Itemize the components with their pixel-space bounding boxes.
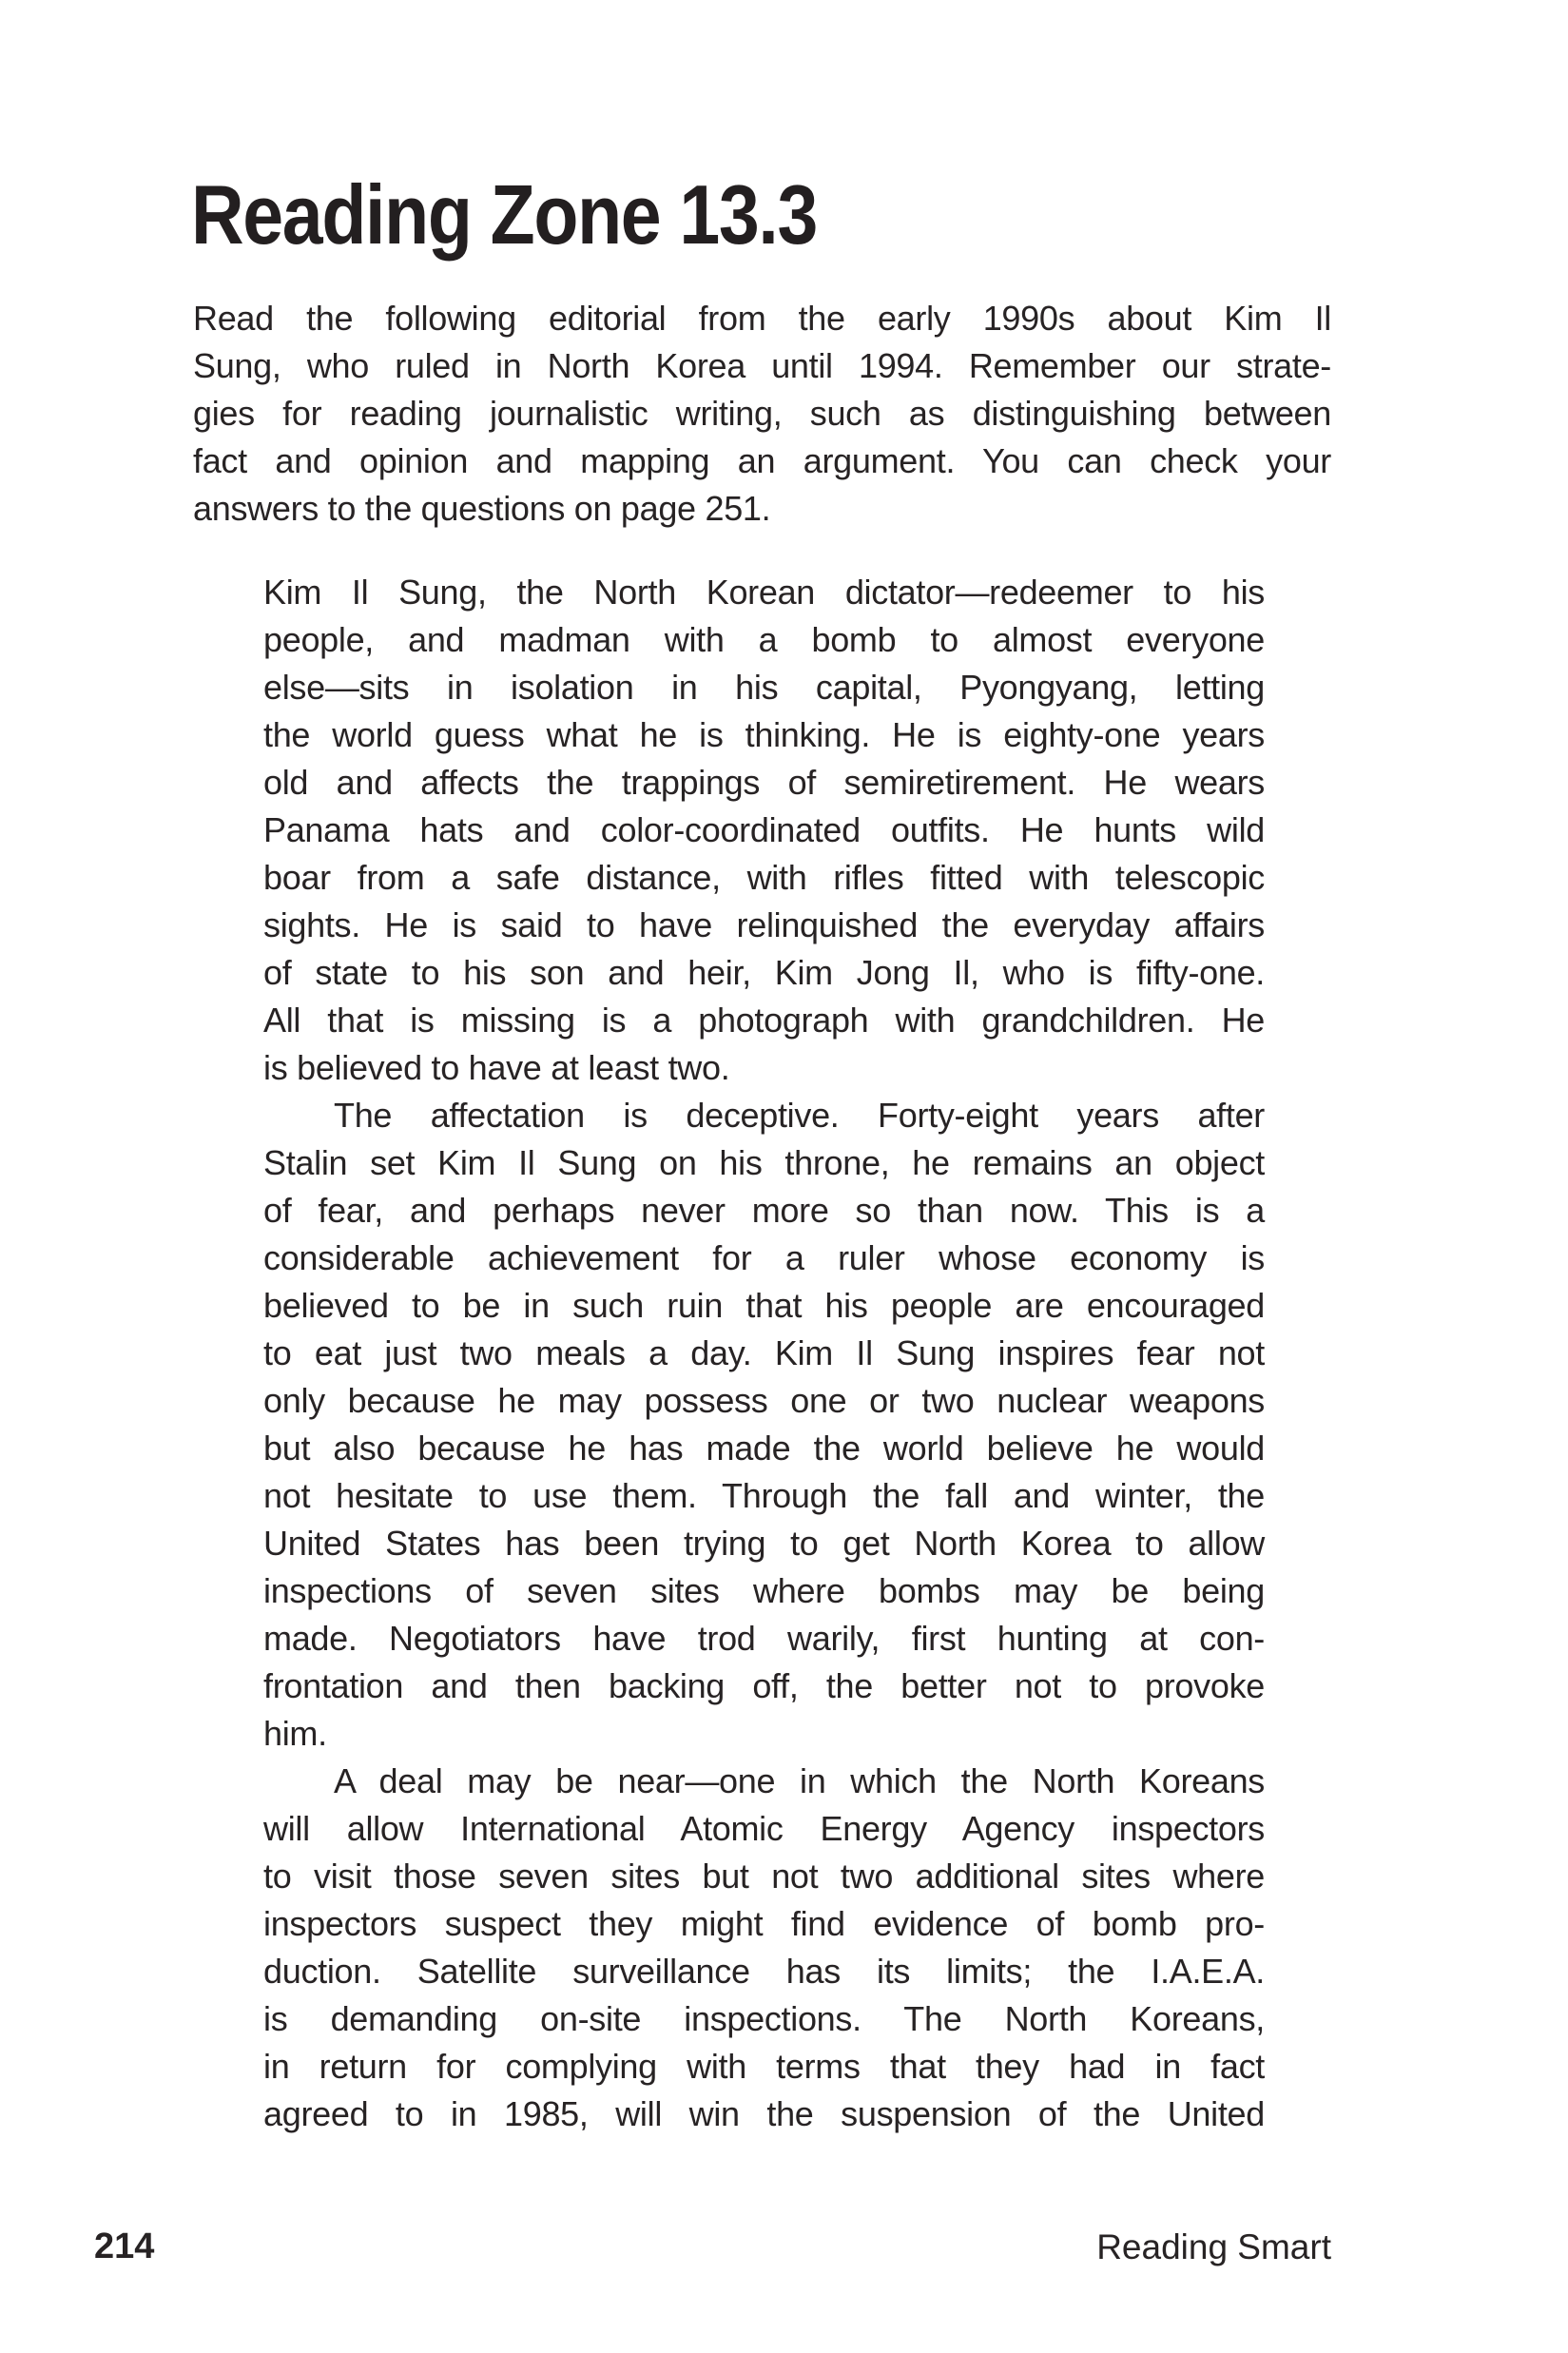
text-line: sights. He is said to have relinquished the everyday affairs [263, 905, 1265, 944]
text-line: agreed to in 1985, will win the suspension of the United [263, 2094, 1265, 2133]
text-line: Stalin set Kim Il Sung on his throne, he remains an object [263, 1143, 1265, 1182]
text-line: to visit those seven sites but not two additional sites where [263, 1857, 1265, 1896]
text-line: the world guess what he is thinking. He is eighty-one years [263, 715, 1265, 754]
text-line: believed to be in such ruin that his people are encouraged [263, 1286, 1265, 1325]
text-line: inspectors suspect they might find evidence of bomb pro- [263, 1904, 1265, 1943]
text-line: but also because he has made the world believe he would [263, 1429, 1265, 1468]
text-line: else—sits in isolation in his capital, Pyongyang, letting [263, 668, 1265, 707]
text-line: gies for reading journalistic writing, such as distinguishing between [193, 394, 1331, 433]
editorial-excerpt [263, 569, 1265, 2138]
text-line: boar from a safe distance, with rifles fitted with telescopic [263, 858, 1265, 897]
text-line: made. Negotiators have trod warily, first hunting at con- [263, 1619, 1265, 1658]
text-line: will allow International Atomic Energy Agency inspectors [263, 1809, 1265, 1848]
text-line: people, and madman with a bomb to almost everyone [263, 620, 1265, 659]
text-line: answers to the questions on page 251. [193, 489, 771, 528]
text-line: of fear, and perhaps never more so than now. This is a [263, 1191, 1265, 1230]
text-line: United States has been trying to get North Korea to allow [263, 1524, 1265, 1563]
text-line: not hesitate to use them. Through the fall and winter, the [263, 1476, 1265, 1515]
text-line: frontation and then backing off, the better not to provoke [263, 1666, 1265, 1705]
text-line: only because he may possess one or two nuclear weapons [263, 1381, 1265, 1420]
section-heading: Reading Zone 13.3 [191, 167, 818, 262]
text-line: Read the following editorial from the early 1990s about Kim Il [193, 299, 1331, 338]
text-line: Kim Il Sung, the North Korean dictator—redeemer to his [263, 573, 1265, 612]
text-line: is believed to have at least two. [263, 1048, 730, 1087]
text-line: Sung, who ruled in North Korea until 1994. Remember our strate- [193, 346, 1331, 385]
text-line: inspections of seven sites where bombs may be being [263, 1571, 1265, 1610]
text-line: in return for complying with terms that they had in fact [263, 2047, 1265, 2086]
text-line: old and affects the trappings of semiretirement. He wears [263, 763, 1265, 802]
text-line: Panama hats and color-coordinated outfits. He hunts wild [263, 810, 1265, 849]
text-line: A deal may be near—one in which the North Koreans [334, 1761, 1265, 1800]
text-line: is demanding on-site inspections. The North Koreans, [263, 1999, 1265, 2038]
running-footer-title: Reading Smart [1096, 2227, 1331, 2266]
text-line: considerable achievement for a ruler whose economy is [263, 1238, 1265, 1277]
text-line: him. [263, 1714, 327, 1753]
text-line: of state to his son and heir, Kim Jong Il, who is fifty-one. [263, 953, 1265, 992]
intro-paragraph [193, 295, 1331, 533]
text-line: duction. Satellite surveillance has its limits; the I.A.E.A. [263, 1952, 1265, 1991]
text-line: All that is missing is a photograph with grandchildren. He [263, 1001, 1265, 1040]
text-line: fact and opinion and mapping an argument. You can check your [193, 441, 1331, 480]
text-line: The affectation is deceptive. Forty-eight years after [334, 1096, 1265, 1135]
page-number: 214 [94, 2227, 155, 2266]
text-line: to eat just two meals a day. Kim Il Sung inspires fear not [263, 1333, 1265, 1372]
